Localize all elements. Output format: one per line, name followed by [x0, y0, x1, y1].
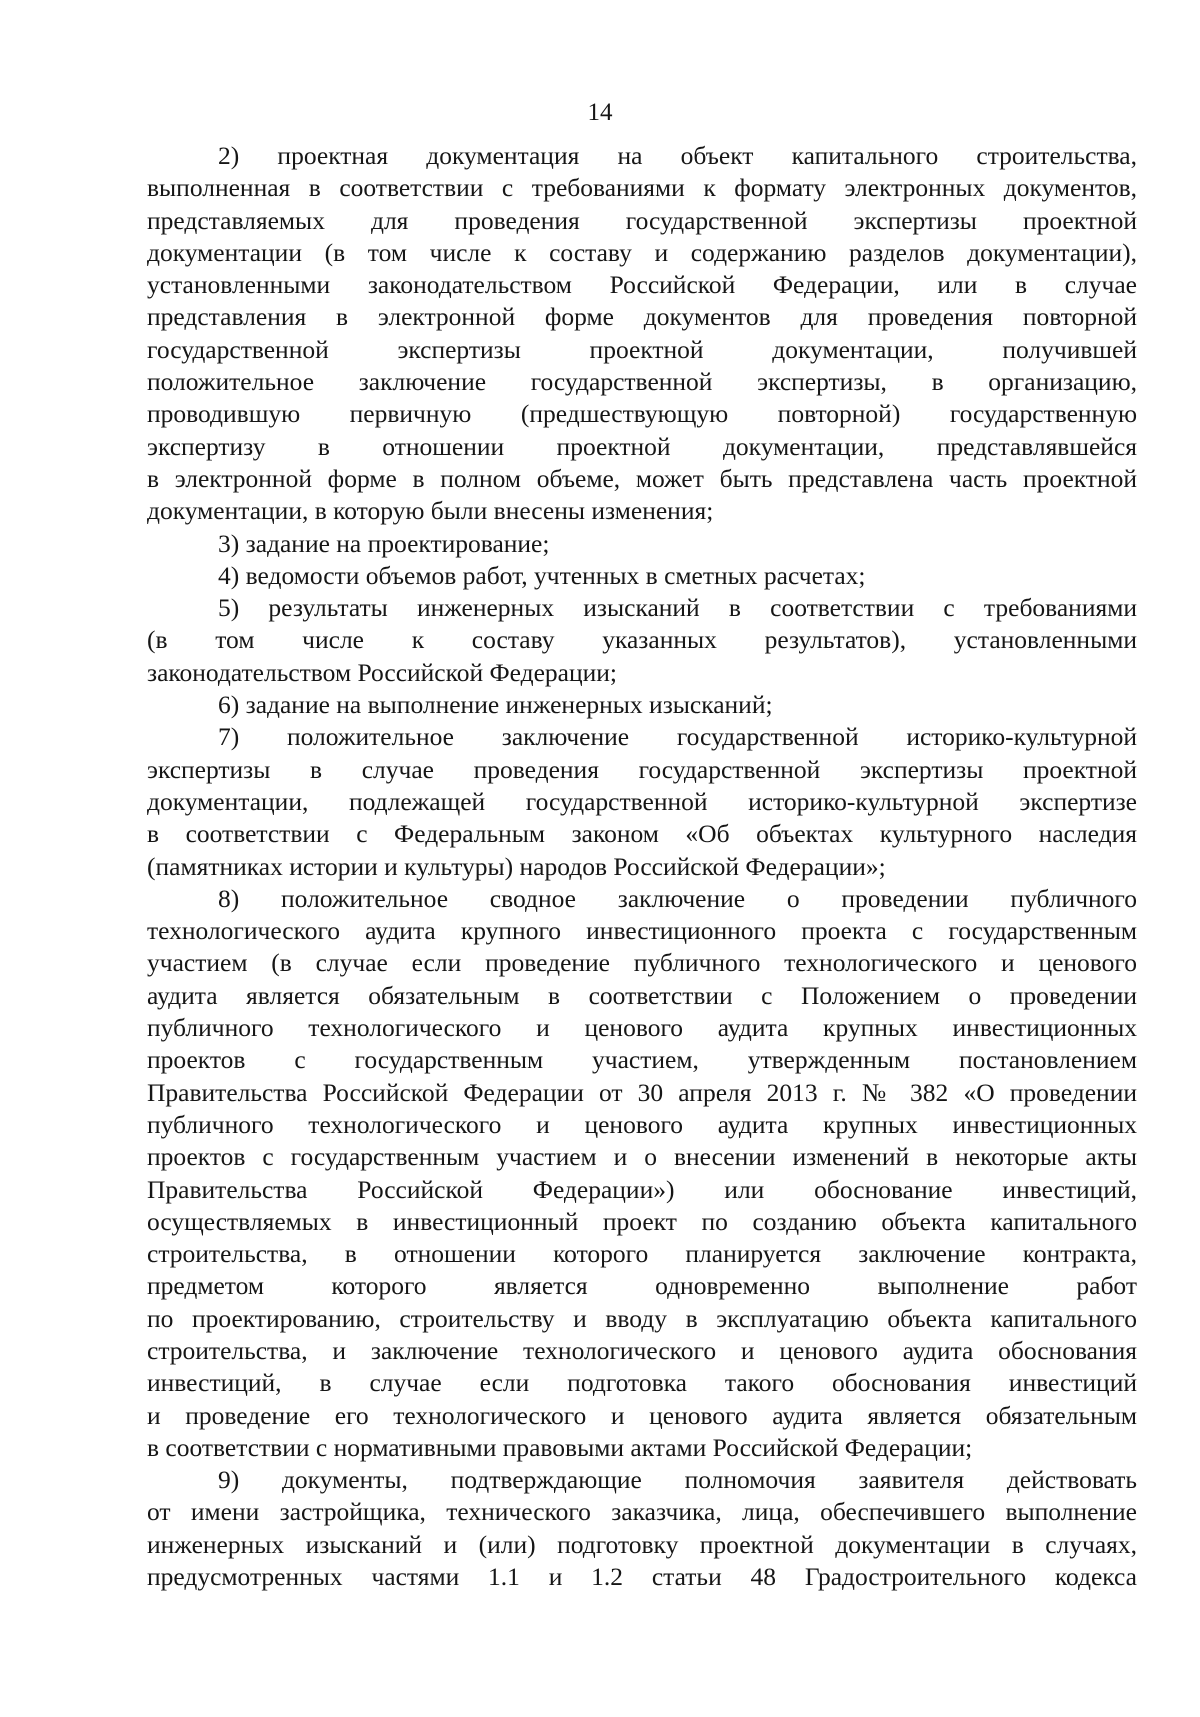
- text-line: установленными законодательством Российской Федерации, или в случае: [147, 270, 1137, 300]
- text-line: строительства, в отношении которого планируется заключение контракта,: [147, 1239, 1137, 1269]
- text-line: в соответствии с нормативными правовыми актами Российской Федерации;: [147, 1432, 973, 1462]
- text-line: документации, подлежащей государственной историко-культурной экспертизе: [147, 786, 1137, 816]
- text-line: 8) положительное сводное заключение о проведении публичного: [218, 883, 1137, 913]
- text-line: 5) результаты инженерных изысканий в соответствии с требованиями: [218, 593, 1137, 623]
- text-line: 4) ведомости объемов работ, учтенных в сметных расчетах;: [218, 560, 866, 590]
- text-line: предусмотренных частями 1.1 и 1.2 статьи 48 Градостроительного кодекса: [147, 1562, 1137, 1592]
- text-line: 2) проектная документация на объект капитального строительства,: [218, 141, 1137, 170]
- text-line: строительства, и заключение технологического и ценового аудита обоснования: [147, 1335, 1137, 1365]
- text-line: документации (в том числе к составу и содержанию разделов документации),: [147, 237, 1137, 267]
- text-line: законодательством Российской Федерации;: [147, 657, 618, 687]
- text-line: инвестиций, в случае если подготовка такого обоснования инвестиций: [147, 1368, 1137, 1398]
- text-line: государственной экспертизы проектной документации, получившей: [147, 334, 1137, 364]
- text-line: документации, в которую были внесены изменения;: [147, 496, 714, 526]
- text-line: Правительства Российской Федерации») или обоснование инвестиций,: [147, 1174, 1137, 1204]
- page-number: 14: [587, 99, 613, 126]
- document-body: [147, 140, 1137, 1593]
- text-line: предметом которого является одновременно выполнение работ: [147, 1271, 1137, 1301]
- text-line: публичного технологического и ценового аудита крупных инвестиционных: [147, 1013, 1137, 1043]
- text-line: по проектированию, строительству и вводу в эксплуатацию объекта капитального: [147, 1303, 1137, 1333]
- text-line: экспертизы в случае проведения государственной экспертизы проектной: [147, 754, 1137, 784]
- text-line: в соответствии с Федеральным законом «Об объектах культурного наследия: [147, 819, 1137, 849]
- text-line: проектов с государственным участием, утвержденным постановлением: [147, 1045, 1137, 1075]
- text-line: 3) задание на проектирование;: [218, 528, 550, 558]
- text-line: участием (в случае если проведение публичного технологического и ценового: [147, 948, 1137, 978]
- text-line: аудита является обязательным в соответствии с Положением о проведении: [147, 980, 1137, 1010]
- text-line: 9) документы, подтверждающие полномочия заявителя действовать: [218, 1465, 1137, 1495]
- text-line: осуществляемых в инвестиционный проект по созданию объекта капитального: [147, 1206, 1137, 1236]
- text-line: (в том числе к составу указанных результатов), установленными: [147, 625, 1137, 655]
- text-line: представления в электронной форме документов для проведения повторной: [147, 302, 1137, 332]
- text-line: проектов с государственным участием и о внесении изменений в некоторые акты: [147, 1142, 1137, 1172]
- text-line: технологического аудита крупного инвестиционного проекта с государственным: [147, 916, 1137, 946]
- text-line: представляемых для проведения государственной экспертизы проектной: [147, 205, 1137, 235]
- text-line: экспертизу в отношении проектной документации, представлявшейся: [147, 431, 1137, 461]
- text-line: проводившую первичную (предшествующую повторной) государственную: [147, 399, 1137, 429]
- text-line: (памятниках истории и культуры) народов Российской Федерации»;: [147, 851, 886, 881]
- text-line: 7) положительное заключение государственной историко-культурной: [218, 722, 1137, 752]
- text-line: от имени застройщика, технического заказчика, лица, обеспечившего выполнение: [147, 1497, 1137, 1527]
- text-line: Правительства Российской Федерации от 30 апреля 2013 г. № 382 «О проведении: [147, 1077, 1137, 1107]
- text-line: инженерных изысканий и (или) подготовку проектной документации в случаях,: [147, 1529, 1137, 1559]
- text-line: публичного технологического и ценового аудита крупных инвестиционных: [147, 1109, 1137, 1139]
- text-line: выполненная в соответствии с требованиями к формату электронных документов,: [147, 173, 1137, 203]
- text-line: в электронной форме в полном объеме, может быть представлена часть проектной: [147, 463, 1137, 493]
- text-line: 6) задание на выполнение инженерных изысканий;: [218, 690, 773, 720]
- text-line: положительное заключение государственной экспертизы, в организацию,: [147, 367, 1137, 397]
- text-line: и проведение его технологического и ценового аудита является обязательным: [147, 1400, 1137, 1430]
